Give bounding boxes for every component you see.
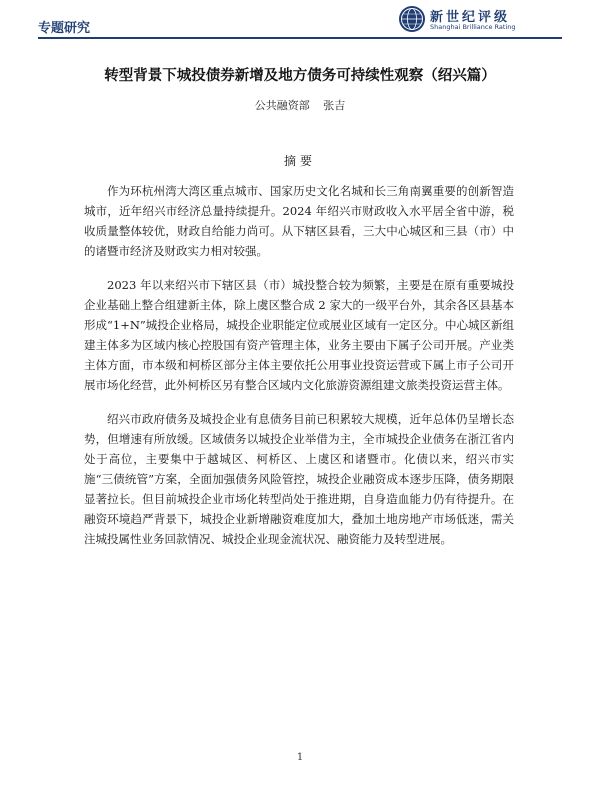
author-line: 公共融资部 张吉 — [254, 99, 346, 112]
abstract-paragraph: 绍兴市政府债务及城投企业有息债务目前已积累较大规模，近年总体仍呈增长态势，但增速有所放缓。区域债务以城投企业举借为主，全市城投企业债务在浙江省内处于高位，主要集中于越城区、柯桥区、上虞区和诸暨市。化债以来，绍兴市实施“三债统管”方案，全面加强债务风险管控，城投企业融资成本逐步压降，债务期限显著拉长。但目前城投企业市场化转型尚处于推进期，自身造血能力仍有待提升。在融资环境趋严背景下，城投企业新增融资难度加大，叠加土地房地产市场低迷，需关注城投属性业务回款情况、城投企业现金流状况、融资能力及转型进展。 — [84, 412, 514, 546]
abstract-paragraph: 作为环杭州湾大湾区重点城市、国家历史文化名城和长三角南翼重要的创新智造城市，近年绍兴市经济总量持续提升。2024 年绍兴市财政收入水平居全省中游，税收质量整体较优，财政自给能力尚可。从下辖区县看，三大中心城区和三县（市）中的诸暨市经济及财政实力相对较强。 — [84, 184, 514, 258]
logo-chinese-name: 新世纪评级 — [430, 10, 511, 25]
company-logo — [398, 4, 558, 34]
logo-english-name: Shanghai Brilliance Rating — [430, 23, 516, 31]
document-title: 转型背景下城投债券新增及地方债务可持续性观察（绍兴篇） — [104, 68, 496, 84]
abstract-paragraph: 2023 年以来绍兴市下辖区县（市）城投整合较为频繁，主要是在原有重要城投企业基础上整合组建新主体，除上虞区整合成 2 家大的一级平台外，其余各区县基本形成“1+N”城投企业格局，城投企业职能定位或展业区域有一定区分。中心城区新组建主体多为区域内核心控股国有资产管理主体，业务主要由下属子公司开展。产业类主体方面，市本级和柯桥区部分主体主要依托公用事业投资运营或下属上市子公司开展市场化经营，此外柯桥区另有整合区域内文化旅游资源组建文旅类投资运营主体。 — [84, 278, 514, 392]
section-tag: 专题研究 — [38, 21, 91, 36]
page-header — [0, 0, 600, 46]
abstract-heading: 摘要 — [283, 154, 316, 168]
page-number: 1 — [296, 752, 304, 763]
globe-emblem-icon — [398, 5, 426, 33]
header-divider — [38, 37, 562, 39]
abstract-body — [84, 181, 514, 563]
